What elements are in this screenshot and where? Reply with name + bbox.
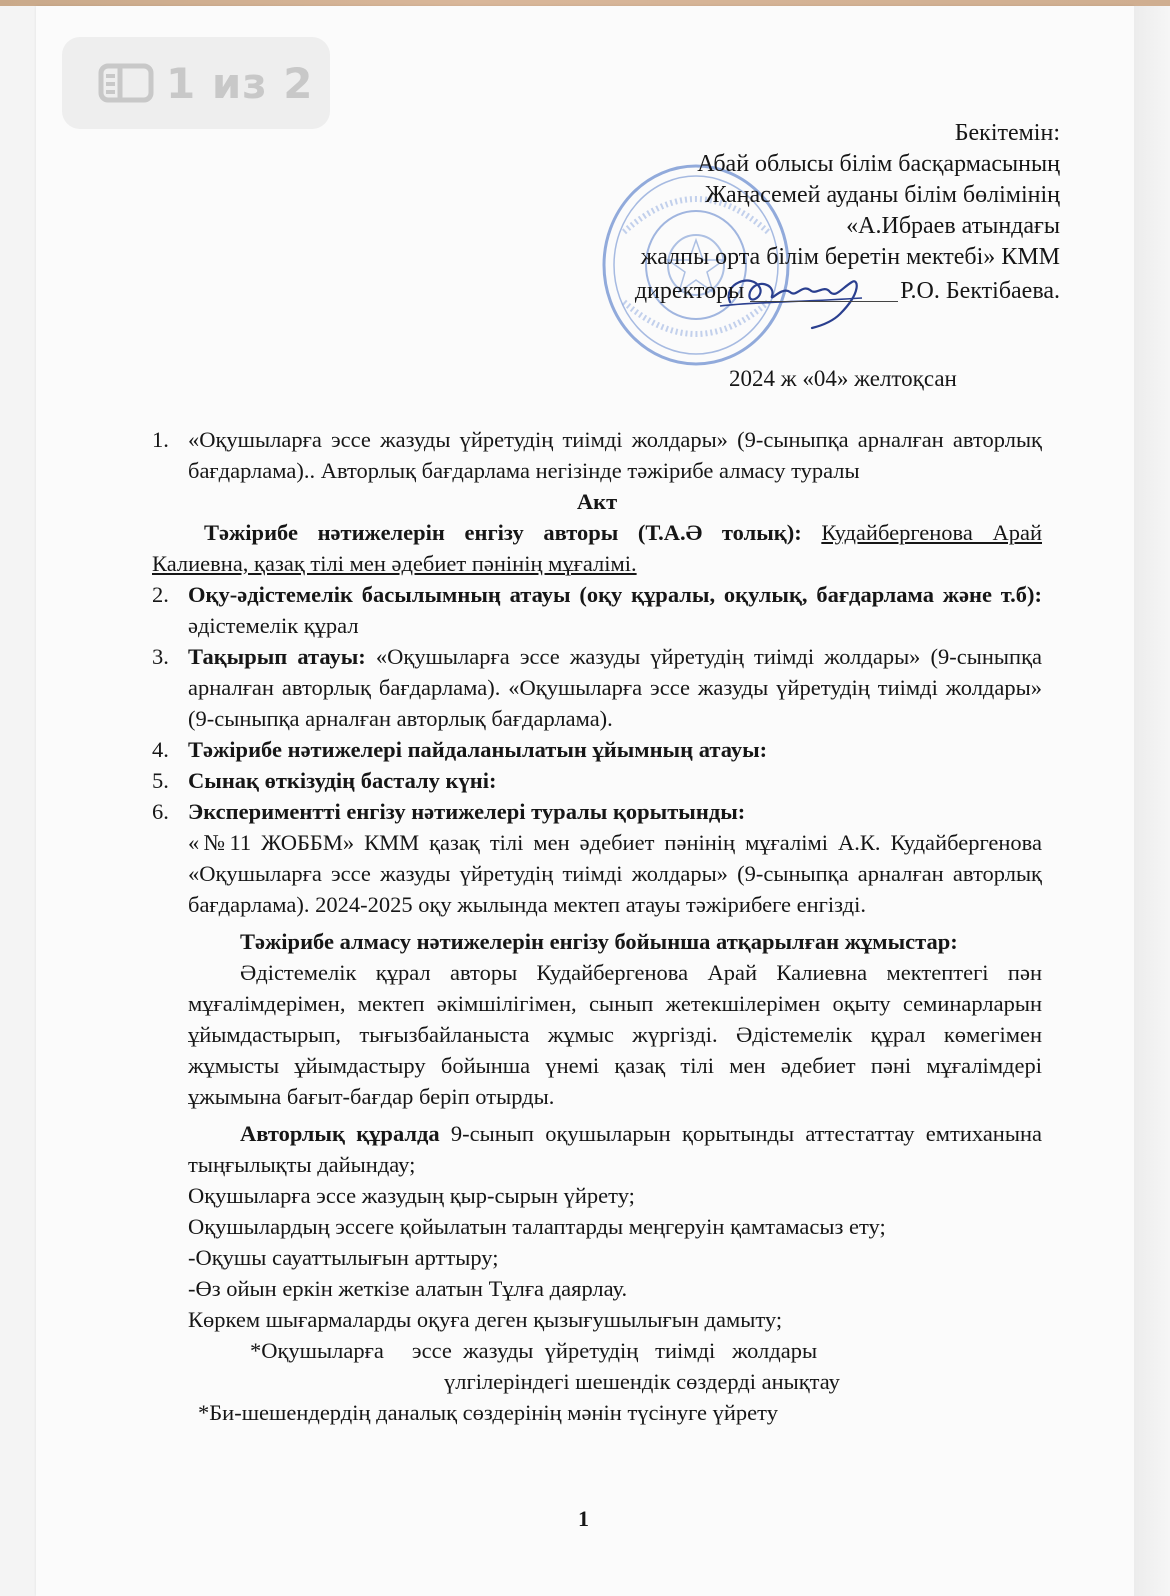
list-item: 4. Тәжірибе нәтижелері пайдаланылатын ұйымның атауы: [152, 734, 1042, 765]
goal-item: Оқушылардың эссеге қойылатын талаптарды меңгеруін қамтамасыз ету; [188, 1214, 886, 1239]
goal-item: Көркем шығармаларды оқуға деген қызығушылығын дамыту; [188, 1307, 783, 1332]
approval-line: жалпы орта білім беретін мектебі» КММ [640, 244, 1060, 270]
director-label: директоры [634, 278, 745, 304]
item-label: Тақырып атауы: [188, 644, 366, 669]
page-indicator[interactable] [62, 37, 330, 129]
act-title: Акт [576, 489, 618, 514]
page-margin [1134, 6, 1170, 1596]
director-name: Р.О. Бектібаева. [900, 278, 1060, 304]
works-heading: Тәжірибе алмасу нәтижелерін енгізу бойынша атқарылған жұмыстар: [240, 929, 958, 954]
item-text: «Оқушыларға эссе жазуды үйретудің тиімді жолдары» (9-сыныпқа арналған авторлық бағдарлама).. Авторлық бағдарлама негізінде тәжірибе алмасу туралы [188, 427, 1042, 483]
list-item: 1. «Оқушыларға эссе жазуды үйретудің тиімді жолдары» (9-сыныпқа арналған авторлық бағдарлама).. Авторлық бағдарлама негізінде тәжірибе алмасу туралы [152, 424, 1042, 486]
page-counter: 1 из 2 [166, 58, 314, 108]
goal-item: -Оқушы сауаттылығын арттыру; [188, 1245, 499, 1270]
signature-line [750, 273, 898, 302]
director-line [540, 273, 1060, 307]
item-label: Тәжірибе нәтижелері пайдаланылатын ұйымның атауы: [188, 737, 768, 762]
goal-item: -Өз ойын еркін жеткізе алатын Тұлға даярлау. [188, 1276, 628, 1301]
approval-line: Бекітемін: [954, 120, 1060, 146]
star-item-continued: үлгілеріндегі шешендік сөздерді анықтау [444, 1369, 840, 1394]
item-label: Экспериментті енгізу нәтижелері туралы қорытынды: [188, 799, 746, 824]
item-label: Оқу-әдістемелік басылымның атауы (оқу құралы, оқулық, бағдарлама және т.б): [188, 582, 1042, 607]
page-number: 1 [578, 1506, 589, 1531]
conclusion-text: «№11 ЖОББМ» КММ қазақ тілі мен әдебиет пәнінің мұғалімі А.К. Кудайбергенова «Оқушыларға эссе жазуды үйретудің тиімді жолдары» (9-сыныпқа арналған авторлық бағдарлама). 2024-2025 оқу жылында мектеп атауы тәжірибеге енгізді. [188, 830, 1042, 917]
list-item: 5. Сынақ өткізудің басталу күні: [152, 765, 1042, 796]
goal-item: Оқушыларға эссе жазудың қыр-сырын үйрету; [188, 1183, 635, 1208]
approval-date: 2024 ж «04» желтоқсан [729, 366, 957, 391]
item-value: «Оқушыларға эссе жазуды үйретудің тиімді жолдары» (9-сыныпқа арналған авторлық бағдарлама). «Оқушыларға эссе жазуды үйретудің тиімді жолдары» (9-сыныпқа арналған авторлық бағдарлама). [188, 644, 1043, 731]
item-label: Сынақ өткізудің басталу күні: [188, 768, 497, 793]
author-line: Тәжірибе нәтижелерін енгізу авторы (Т.А.Ә толық): Кудайбергенова Арай Калиевна, қазақ тілі мен әдебиет пәнінің мұғалімі. [152, 520, 1042, 576]
goals-lead: Авторлық құралда 9-сынып оқушыларын қорытынды аттестаттау емтиханына тыңғылықты дайындау; [188, 1121, 1042, 1177]
approval-line: Жаңасемей ауданы білім бөлімінің [705, 182, 1060, 208]
works-paragraph: Әдістемелік құрал авторы Кудайбергенова Арай Калиевна мектептегі пән мұғалімдерімен, мектеп әкімшілігімен, сынып жетекшілерімен оқыту семинарларын ұйымдастырып, тығызбайланыста жұмыс жүргізді. Әдістемелік құрал көмегімен жұмысты ұйымдастыру бойынша үнемі қазақ тілі мен әдебиет пәні мұғалімдері ұжымына бағыт-бағдар беріп отырды. [188, 960, 1042, 1109]
item-value: әдістемелік құрал [188, 613, 359, 638]
list-item: 2. Оқу-әдістемелік басылымның атауы (оқу құралы, оқулық, бағдарлама және т.б): әдістемелік құрал [152, 582, 1042, 638]
document-body [152, 424, 1042, 1428]
star-item: *Оқушыларға эссе жазуды үйретудің тиімді жолдары [250, 1338, 818, 1363]
star-item: *Би-шешендердің даналық сөздерінің мәнін түсінуге үйрету [198, 1400, 778, 1425]
approval-line: Абай облысы білім басқармасының [697, 151, 1060, 177]
list-item: 6. Экспериментті енгізу нәтижелері туралы қорытынды: [152, 796, 1042, 827]
author-value: Кудайбергенова Арай Калиевна, қазақ тілі мен әдебиет пәнінің мұғалімі. [152, 520, 1042, 576]
list-item: 3. Тақырып атауы: «Оқушыларға эссе жазуды үйретудің тиімді жолдары» (9-сыныпқа арналған авторлық бағдарлама). «Оқушыларға эссе жазуды үйретудің тиімді жолдары» (9-сыныпқа арналған авторлық бағдарлама). [152, 644, 1043, 731]
pages-icon [98, 63, 154, 103]
approval-block [540, 118, 1060, 307]
approval-line: «А.Ибраев атындағы [846, 213, 1060, 239]
